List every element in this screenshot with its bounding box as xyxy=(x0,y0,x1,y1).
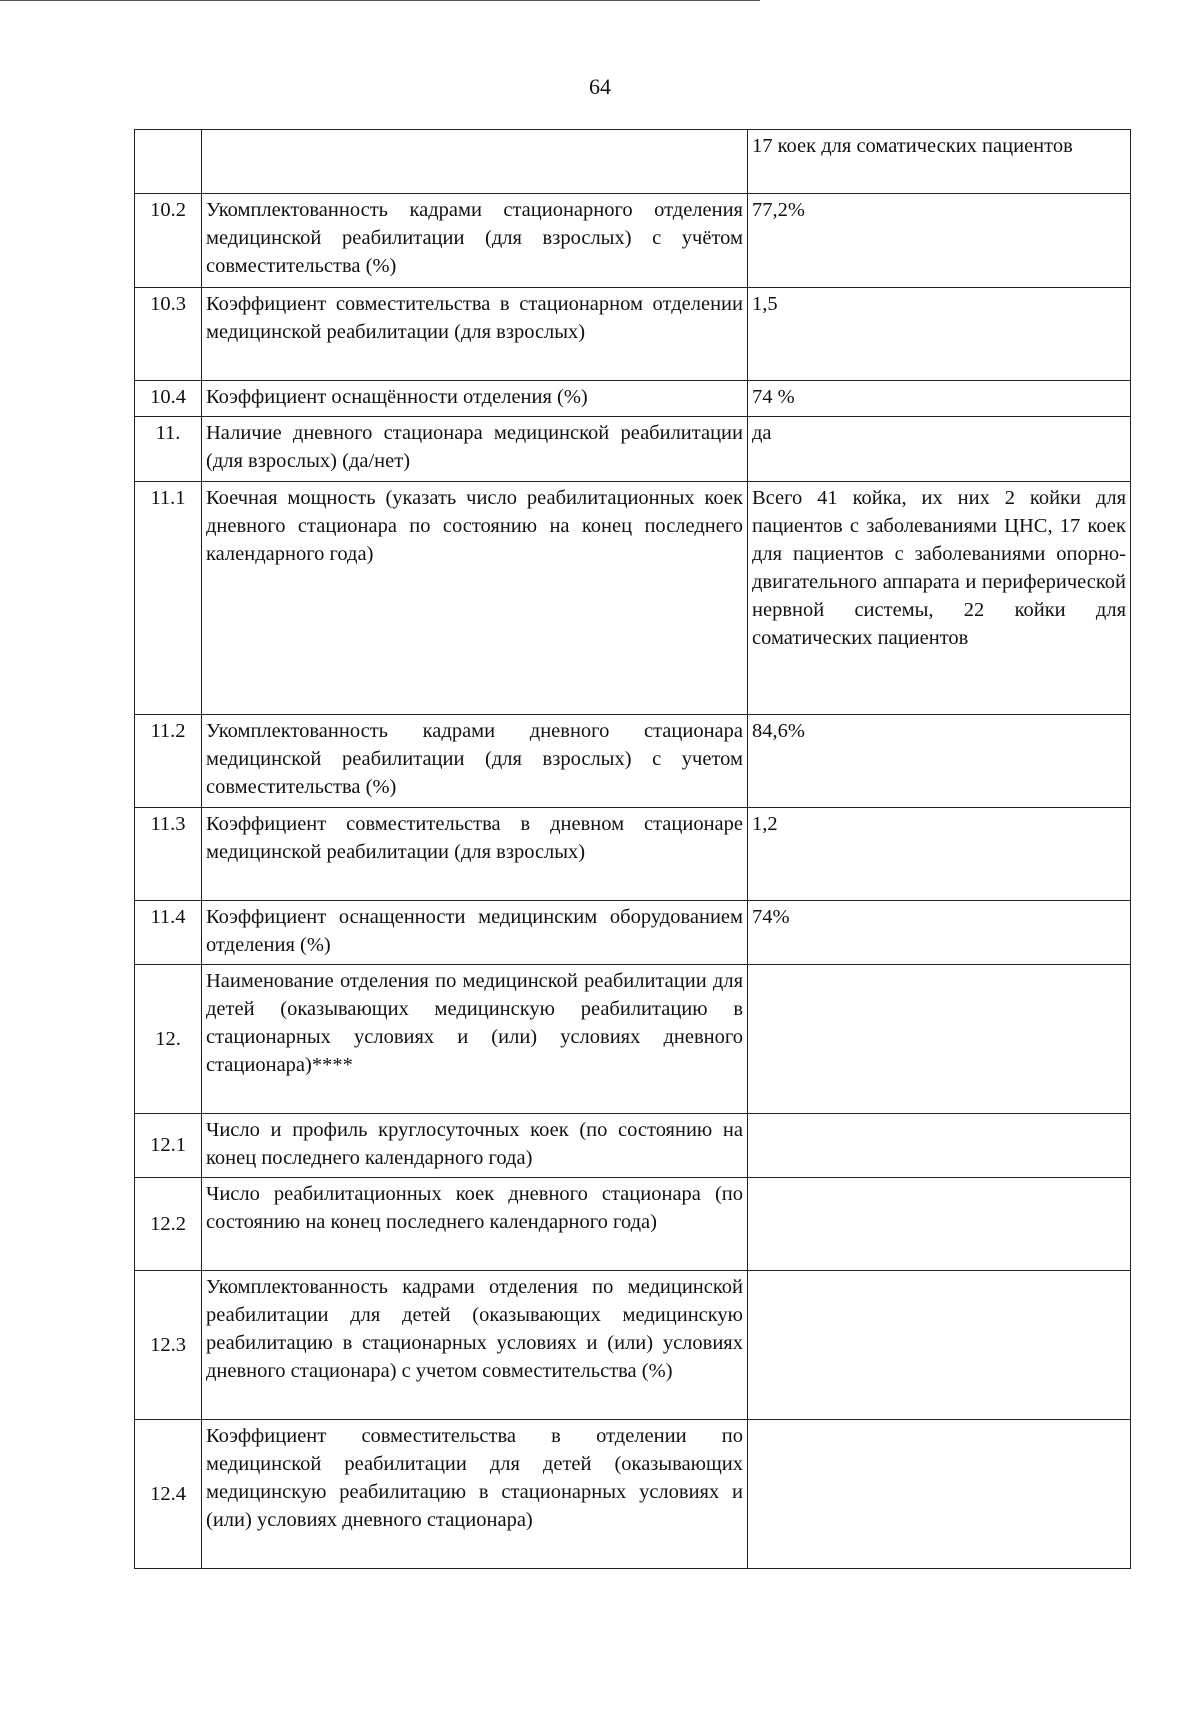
row-value: 1,2 xyxy=(748,808,1131,901)
row-number: 11. xyxy=(135,417,202,482)
row-value: 1,5 xyxy=(748,288,1131,381)
row-number: 12.3 xyxy=(135,1271,202,1420)
top-scan-rule xyxy=(0,0,760,1)
row-label xyxy=(202,130,748,194)
row-label: Коечная мощность (указать число реабилитационных коек дневного стационара по состоянию на конец последнего календарного года) xyxy=(202,482,748,715)
row-number: 11.3 xyxy=(135,808,202,901)
row-number: 12.1 xyxy=(135,1114,202,1178)
table-row xyxy=(135,417,1131,482)
table-row xyxy=(135,130,1131,194)
row-value: 84,6% xyxy=(748,715,1131,808)
row-value xyxy=(748,1178,1131,1271)
row-value xyxy=(748,965,1131,1114)
indicators-table xyxy=(134,129,1131,1569)
row-value: да xyxy=(748,417,1131,482)
table-row xyxy=(135,1114,1131,1178)
table-row xyxy=(135,288,1131,381)
row-label: Укомплектованность кадрами дневного стационара медицинской реабилитации (для взрослых) с учетом совместительства (%) xyxy=(202,715,748,808)
row-number: 12.2 xyxy=(135,1178,202,1271)
row-number xyxy=(135,130,202,194)
row-value: 74 % xyxy=(748,381,1131,417)
table-row xyxy=(135,808,1131,901)
row-number: 10.2 xyxy=(135,194,202,288)
row-number: 11.4 xyxy=(135,901,202,965)
row-value: 77,2% xyxy=(748,194,1131,288)
row-number: 11.1 xyxy=(135,482,202,715)
row-value xyxy=(748,1114,1131,1178)
row-number: 12. xyxy=(135,965,202,1114)
row-number: 12.4 xyxy=(135,1420,202,1569)
row-number: 10.4 xyxy=(135,381,202,417)
page-number: 64 xyxy=(589,74,611,99)
row-value xyxy=(748,1271,1131,1420)
row-label: Укомплектованность кадрами отделения по медицинской реабилитации для детей (оказывающих медицинскую реабилитацию в стационарных условиях и (или) условиях дневного стационара) с учетом совместительства (%) xyxy=(202,1271,748,1420)
row-label: Коэффициент оснащенности медицинским оборудованием отделения (%) xyxy=(202,901,748,965)
table-row xyxy=(135,965,1131,1114)
row-number: 10.3 xyxy=(135,288,202,381)
row-value xyxy=(748,1420,1131,1569)
row-value: 17 коек для соматических пациентов xyxy=(748,130,1131,194)
table-row xyxy=(135,194,1131,288)
row-label: Число и профиль круглосуточных коек (по состоянию на конец последнего календарного года) xyxy=(202,1114,748,1178)
table-row xyxy=(135,1178,1131,1271)
row-value: 74% xyxy=(748,901,1131,965)
row-label: Коэффициент совместительства в дневном стационаре медицинской реабилитации (для взрослых) xyxy=(202,808,748,901)
row-label: Число реабилитационных коек дневного стационара (по состоянию на конец последнего календарного года) xyxy=(202,1178,748,1271)
row-number: 11.2 xyxy=(135,715,202,808)
table-row xyxy=(135,381,1131,417)
row-value: Всего 41 койка, их них 2 койки для пациентов с заболеваниями ЦНС, 17 коек для пациентов с заболеваниями опорно-двигательного аппарата и периферической нервной системы, 22 койки для соматических пациентов xyxy=(748,482,1131,715)
row-label: Коэффициент оснащённости отделения (%) xyxy=(202,381,748,417)
table-row xyxy=(135,715,1131,808)
row-label: Коэффициент совместительства в стационарном отделении медицинской реабилитации (для взрослых) xyxy=(202,288,748,381)
table-row xyxy=(135,1420,1131,1569)
row-label: Коэффициент совместительства в отделении по медицинской реабилитации для детей (оказывающих медицинскую реабилитацию в стационарных условиях и (или) условиях дневного стационара) xyxy=(202,1420,748,1569)
table-row xyxy=(135,901,1131,965)
table-row xyxy=(135,1271,1131,1420)
row-label: Укомплектованность кадрами стационарного отделения медицинской реабилитации (для взрослых) с учётом совместительства (%) xyxy=(202,194,748,288)
row-label: Наименование отделения по медицинской реабилитации для детей (оказывающих медицинскую реабилитацию в стационарных условиях и (или) условиях дневного стационара)**** xyxy=(202,965,748,1114)
table-row xyxy=(135,482,1131,715)
row-label: Наличие дневного стационара медицинской реабилитации (для взрослых) (да/нет) xyxy=(202,417,748,482)
